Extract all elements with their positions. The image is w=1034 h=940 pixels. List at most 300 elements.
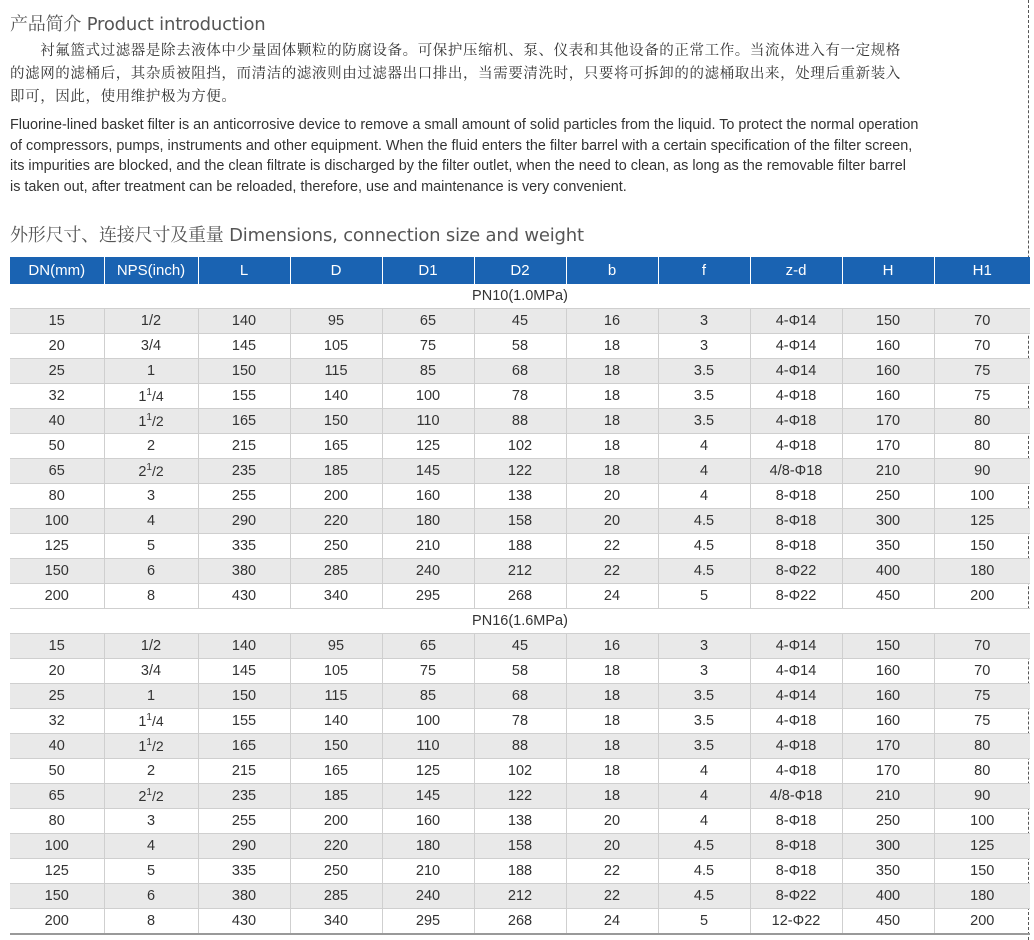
- nps-whole: 8: [146, 913, 156, 929]
- table-row: [10, 334, 1030, 359]
- header-d: D: [290, 257, 382, 284]
- dimensions-table: [10, 257, 1030, 935]
- cell-l: 150: [198, 684, 290, 709]
- nps-fraction-denominator: /2: [151, 413, 164, 429]
- table-row: [10, 859, 1030, 884]
- cell-dn: 125: [10, 534, 104, 559]
- cell-h1: 70: [934, 634, 1030, 659]
- cell-nps: [104, 459, 198, 484]
- cell-h: 160: [842, 384, 934, 409]
- cell-b: 24: [566, 584, 658, 609]
- cell-d: 115: [290, 684, 382, 709]
- cell-nps: [104, 334, 198, 359]
- cell-b: 18: [566, 709, 658, 734]
- cell-d: 165: [290, 434, 382, 459]
- cell-dn: 20: [10, 659, 104, 684]
- cell-l: 235: [198, 784, 290, 809]
- cell-l: 140: [198, 634, 290, 659]
- table-row: [10, 584, 1030, 609]
- cell-zd: 4/8-Φ18: [750, 459, 842, 484]
- intro-en-line: of compressors, pumps, instruments and other equipment. When the fluid enters the filter barrel with a certain specification of the filter screen,: [10, 137, 913, 154]
- cell-d1: 100: [382, 384, 474, 409]
- cell-f: 3: [658, 659, 750, 684]
- cell-zd: 4-Φ18: [750, 734, 842, 759]
- table-row: [10, 484, 1030, 509]
- cell-d1: 85: [382, 684, 474, 709]
- table-row: [10, 534, 1030, 559]
- cell-d2: 158: [474, 509, 566, 534]
- cell-l: 290: [198, 509, 290, 534]
- cell-d1: 65: [382, 309, 474, 334]
- table-header-row: [10, 257, 1030, 284]
- table-row: [10, 359, 1030, 384]
- cell-h: 350: [842, 859, 934, 884]
- table-row: [10, 659, 1030, 684]
- cell-h: 160: [842, 659, 934, 684]
- cell-h1: 80: [934, 409, 1030, 434]
- cell-f: 4.5: [658, 859, 750, 884]
- table-row: [10, 434, 1030, 459]
- cell-l: 255: [198, 484, 290, 509]
- cell-f: 4.5: [658, 559, 750, 584]
- table-row: [10, 384, 1030, 409]
- cell-b: 18: [566, 359, 658, 384]
- cell-f: 5: [658, 909, 750, 935]
- cell-h1: 150: [934, 859, 1030, 884]
- cell-h1: 200: [934, 584, 1030, 609]
- table-row: [10, 834, 1030, 859]
- cell-d2: 45: [474, 309, 566, 334]
- cell-d1: 85: [382, 359, 474, 384]
- cell-d: 285: [290, 884, 382, 909]
- cell-f: 4: [658, 434, 750, 459]
- cell-d1: 145: [382, 784, 474, 809]
- cell-h1: 100: [934, 809, 1030, 834]
- nps-fraction-numerator: 1: [146, 412, 152, 423]
- nps-whole: 1: [138, 389, 147, 405]
- cell-f: 4: [658, 759, 750, 784]
- cell-h: 160: [842, 359, 934, 384]
- nps-fraction-denominator: /2: [151, 738, 164, 754]
- table-row: [10, 909, 1030, 935]
- cell-nps: [104, 559, 198, 584]
- cell-b: 22: [566, 884, 658, 909]
- cell-f: 4.5: [658, 834, 750, 859]
- cell-b: 18: [566, 734, 658, 759]
- cell-b: 18: [566, 384, 658, 409]
- cell-f: 3.5: [658, 734, 750, 759]
- cell-h1: 80: [934, 734, 1030, 759]
- cell-d: 140: [290, 709, 382, 734]
- cell-zd: 4-Φ14: [750, 634, 842, 659]
- cell-zd: 8-Φ22: [750, 559, 842, 584]
- cell-l: 335: [198, 859, 290, 884]
- nps-fraction-denominator: /2: [151, 463, 164, 479]
- cell-d2: 58: [474, 659, 566, 684]
- cell-d1: 110: [382, 409, 474, 434]
- cell-h1: 100: [934, 484, 1030, 509]
- cell-l: 215: [198, 434, 290, 459]
- cell-l: 165: [198, 409, 290, 434]
- cell-dn: 100: [10, 509, 104, 534]
- cell-zd: 4-Φ18: [750, 434, 842, 459]
- nps-whole: 1: [146, 688, 156, 704]
- pressure-section-row: [10, 284, 1030, 309]
- cell-d1: 240: [382, 884, 474, 909]
- cell-zd: 4-Φ14: [750, 684, 842, 709]
- cell-nps: [104, 484, 198, 509]
- cell-d1: 145: [382, 459, 474, 484]
- cell-d2: 88: [474, 734, 566, 759]
- pressure-section-row: [10, 609, 1030, 634]
- cell-nps: [104, 384, 198, 409]
- cell-h1: 180: [934, 884, 1030, 909]
- cell-b: 20: [566, 834, 658, 859]
- nps-whole: 3: [146, 813, 156, 829]
- cell-d2: 138: [474, 809, 566, 834]
- nps-whole: 6: [146, 563, 156, 579]
- cell-h1: 200: [934, 909, 1030, 935]
- cell-d1: 180: [382, 509, 474, 534]
- cell-nps: [104, 834, 198, 859]
- table-row: [10, 459, 1030, 484]
- cell-h: 160: [842, 709, 934, 734]
- nps-whole: 2: [138, 789, 147, 805]
- cell-f: 4.5: [658, 884, 750, 909]
- cell-zd: 4-Φ18: [750, 409, 842, 434]
- cell-d2: 68: [474, 684, 566, 709]
- intro-en-paragraph: [10, 115, 1034, 197]
- cell-d: 165: [290, 759, 382, 784]
- cell-d: 340: [290, 909, 382, 935]
- cell-h: 450: [842, 584, 934, 609]
- cell-nps: [104, 684, 198, 709]
- nps-whole: 5: [146, 863, 156, 879]
- cell-dn: 200: [10, 584, 104, 609]
- cell-h: 160: [842, 684, 934, 709]
- pressure-section-label: PN10(1.0MPa): [10, 284, 1030, 309]
- cell-h: 210: [842, 784, 934, 809]
- nps-whole: 1: [138, 739, 147, 755]
- table-row: [10, 409, 1030, 434]
- cell-zd: 4/8-Φ18: [750, 784, 842, 809]
- intro-zh-line: 即可，因此，使用维护极为方便。: [10, 89, 237, 105]
- nps-fraction-numerator: 1: [146, 387, 152, 398]
- nps-fraction-numerator: 1: [146, 712, 152, 723]
- cell-b: 22: [566, 559, 658, 584]
- cell-f: 4: [658, 809, 750, 834]
- table-row: [10, 809, 1030, 834]
- cell-f: 3: [658, 634, 750, 659]
- cell-d2: 58: [474, 334, 566, 359]
- cell-d: 220: [290, 509, 382, 534]
- cell-f: 5: [658, 584, 750, 609]
- cell-b: 18: [566, 684, 658, 709]
- cell-f: 3: [658, 334, 750, 359]
- cell-b: 18: [566, 334, 658, 359]
- cell-d2: 212: [474, 884, 566, 909]
- cell-h1: 90: [934, 459, 1030, 484]
- cell-dn: 40: [10, 409, 104, 434]
- cell-dn: 20: [10, 334, 104, 359]
- cell-dn: 150: [10, 559, 104, 584]
- cell-nps: [104, 634, 198, 659]
- cell-nps: [104, 709, 198, 734]
- cell-d2: 138: [474, 484, 566, 509]
- cell-d: 220: [290, 834, 382, 859]
- cell-h1: 75: [934, 384, 1030, 409]
- cell-d2: 88: [474, 409, 566, 434]
- cell-dn: 15: [10, 309, 104, 334]
- header-dn: DN(mm): [10, 257, 104, 284]
- cell-d2: 212: [474, 559, 566, 584]
- cell-h: 450: [842, 909, 934, 935]
- cell-b: 18: [566, 434, 658, 459]
- cell-dn: 25: [10, 359, 104, 384]
- cell-nps: [104, 359, 198, 384]
- cell-nps: [104, 409, 198, 434]
- cell-dn: 15: [10, 634, 104, 659]
- cell-d2: 122: [474, 784, 566, 809]
- cell-h1: 80: [934, 434, 1030, 459]
- cell-h: 170: [842, 409, 934, 434]
- cell-dn: 50: [10, 759, 104, 784]
- nps-fraction-numerator: 1: [146, 737, 152, 748]
- cell-b: 16: [566, 309, 658, 334]
- header-f: f: [658, 257, 750, 284]
- cell-dn: 100: [10, 834, 104, 859]
- cell-l: 380: [198, 559, 290, 584]
- cell-h: 170: [842, 734, 934, 759]
- intro-en-line: Fluorine-lined basket filter is an anticorrosive device to remove a small amount of solid particles from the liquid. To protect the normal operation: [10, 117, 919, 133]
- nps-whole: 3: [146, 488, 156, 504]
- cell-d: 200: [290, 484, 382, 509]
- cell-zd: 4-Φ18: [750, 384, 842, 409]
- cell-b: 18: [566, 459, 658, 484]
- cell-h1: 75: [934, 709, 1030, 734]
- cell-d: 105: [290, 334, 382, 359]
- intro-zh-paragraph: [10, 40, 1034, 109]
- table-row: [10, 709, 1030, 734]
- nps-whole: 1: [138, 714, 147, 730]
- cell-zd: 8-Φ18: [750, 834, 842, 859]
- cell-zd: 8-Φ18: [750, 534, 842, 559]
- cell-f: 4: [658, 484, 750, 509]
- header-d2: D2: [474, 257, 566, 284]
- nps-whole: 5: [146, 538, 156, 554]
- cell-d1: 125: [382, 759, 474, 784]
- cell-h: 400: [842, 884, 934, 909]
- table-row: [10, 734, 1030, 759]
- cell-h1: 150: [934, 534, 1030, 559]
- table-row: [10, 759, 1030, 784]
- cell-d1: 160: [382, 809, 474, 834]
- cell-f: 3.5: [658, 709, 750, 734]
- cell-l: 145: [198, 659, 290, 684]
- cell-b: 16: [566, 634, 658, 659]
- cell-h: 170: [842, 759, 934, 784]
- cell-b: 18: [566, 759, 658, 784]
- cell-d: 150: [290, 734, 382, 759]
- cell-d: 250: [290, 534, 382, 559]
- nps-fraction: 1/2: [140, 313, 162, 329]
- cell-h1: 125: [934, 834, 1030, 859]
- cell-h: 300: [842, 834, 934, 859]
- cell-d2: 188: [474, 534, 566, 559]
- cell-d: 340: [290, 584, 382, 609]
- cell-h: 160: [842, 334, 934, 359]
- cell-d: 150: [290, 409, 382, 434]
- cell-h: 150: [842, 309, 934, 334]
- cell-nps: [104, 884, 198, 909]
- cell-h1: 80: [934, 759, 1030, 784]
- cell-b: 18: [566, 784, 658, 809]
- nps-whole: 1: [146, 363, 156, 379]
- cell-zd: 4-Φ14: [750, 309, 842, 334]
- cell-dn: 65: [10, 459, 104, 484]
- intro-zh-line: 衬氟篮式过滤器是除去液体中少量固体颗粒的防腐设备。可保护压缩机、泵、仪表和其他设备的正常工作。当流体进入有一定规格: [10, 43, 901, 59]
- cell-l: 145: [198, 334, 290, 359]
- cell-d: 200: [290, 809, 382, 834]
- header-nps: NPS(inch): [104, 257, 198, 284]
- cell-b: 20: [566, 484, 658, 509]
- cell-h1: 180: [934, 559, 1030, 584]
- table-row: [10, 634, 1030, 659]
- cell-zd: 4-Φ14: [750, 334, 842, 359]
- cell-l: 430: [198, 909, 290, 935]
- cell-f: 4: [658, 784, 750, 809]
- nps-whole: 4: [146, 513, 156, 529]
- cell-b: 22: [566, 534, 658, 559]
- cell-dn: 80: [10, 809, 104, 834]
- cell-nps: [104, 809, 198, 834]
- cell-b: 20: [566, 509, 658, 534]
- cell-dn: 50: [10, 434, 104, 459]
- nps-whole: 2: [146, 438, 156, 454]
- cell-zd: 4-Φ14: [750, 659, 842, 684]
- pressure-section-label: PN16(1.6MPa): [10, 609, 1030, 634]
- cell-d1: 125: [382, 434, 474, 459]
- cell-nps: [104, 759, 198, 784]
- cell-zd: 4-Φ14: [750, 359, 842, 384]
- cell-nps: [104, 659, 198, 684]
- cell-dn: 40: [10, 734, 104, 759]
- intro-zh-line: 的滤网的滤桶后，其杂质被阻挡，而清洁的滤液则由过滤器出口排出，当需要清洗时，只要将可拆卸的的滤桶取出来，处理后重新装入: [10, 66, 901, 82]
- header-d1: D1: [382, 257, 474, 284]
- header-h1: H1: [934, 257, 1030, 284]
- cell-d1: 75: [382, 334, 474, 359]
- cell-dn: 125: [10, 859, 104, 884]
- nps-fraction-denominator: /4: [151, 713, 164, 729]
- cell-l: 150: [198, 359, 290, 384]
- header-zd: z-d: [750, 257, 842, 284]
- nps-fraction-numerator: 1: [146, 787, 152, 798]
- cell-d1: 210: [382, 534, 474, 559]
- cell-d: 95: [290, 634, 382, 659]
- cell-h: 210: [842, 459, 934, 484]
- cell-nps: [104, 534, 198, 559]
- table-row: [10, 884, 1030, 909]
- cell-b: 18: [566, 409, 658, 434]
- cell-d1: 160: [382, 484, 474, 509]
- cell-d2: 188: [474, 859, 566, 884]
- cell-d2: 268: [474, 584, 566, 609]
- cell-nps: [104, 509, 198, 534]
- cell-f: 4.5: [658, 534, 750, 559]
- cell-zd: 8-Φ22: [750, 884, 842, 909]
- nps-whole: 4: [146, 838, 156, 854]
- cell-h1: 125: [934, 509, 1030, 534]
- cell-f: 4.5: [658, 509, 750, 534]
- cell-d: 185: [290, 459, 382, 484]
- cell-b: 18: [566, 659, 658, 684]
- intro-title: 产品简介 Product introduction: [10, 14, 266, 35]
- cell-h1: 70: [934, 334, 1030, 359]
- cell-dn: 80: [10, 484, 104, 509]
- header-h: H: [842, 257, 934, 284]
- nps-whole: 8: [146, 588, 156, 604]
- cell-l: 215: [198, 759, 290, 784]
- cell-h1: 90: [934, 784, 1030, 809]
- nps-fraction-denominator: /4: [151, 388, 164, 404]
- cell-nps: [104, 584, 198, 609]
- cell-f: 3.5: [658, 684, 750, 709]
- cell-zd: 8-Φ18: [750, 859, 842, 884]
- nps-fraction: 3/4: [140, 338, 162, 354]
- cell-dn: 65: [10, 784, 104, 809]
- cell-d2: 78: [474, 384, 566, 409]
- cell-zd: 12-Φ22: [750, 909, 842, 935]
- cell-d1: 65: [382, 634, 474, 659]
- cell-zd: 8-Φ18: [750, 484, 842, 509]
- cell-d1: 100: [382, 709, 474, 734]
- cell-d1: 295: [382, 909, 474, 935]
- cell-d2: 158: [474, 834, 566, 859]
- cell-nps: [104, 434, 198, 459]
- cell-f: 3: [658, 309, 750, 334]
- cell-l: 235: [198, 459, 290, 484]
- cell-h1: 75: [934, 684, 1030, 709]
- cell-h1: 70: [934, 309, 1030, 334]
- cell-dn: 32: [10, 384, 104, 409]
- cell-l: 380: [198, 884, 290, 909]
- nps-whole: 1: [138, 414, 147, 430]
- cell-zd: 8-Φ18: [750, 809, 842, 834]
- cell-d1: 210: [382, 859, 474, 884]
- cell-h1: 75: [934, 359, 1030, 384]
- table-row: [10, 509, 1030, 534]
- cell-zd: 8-Φ22: [750, 584, 842, 609]
- cell-l: 290: [198, 834, 290, 859]
- nps-whole: 2: [138, 464, 147, 480]
- cell-d2: 102: [474, 759, 566, 784]
- cell-zd: 8-Φ18: [750, 509, 842, 534]
- cell-d2: 45: [474, 634, 566, 659]
- cell-b: 20: [566, 809, 658, 834]
- nps-fraction: 3/4: [140, 663, 162, 679]
- cell-d2: 122: [474, 459, 566, 484]
- dimensions-title: 外形尺寸、连接尺寸及重量 Dimensions, connection size and weight: [10, 225, 584, 246]
- cell-dn: 200: [10, 909, 104, 935]
- cell-d: 140: [290, 384, 382, 409]
- nps-whole: 6: [146, 888, 156, 904]
- cell-f: 3.5: [658, 409, 750, 434]
- cell-d1: 240: [382, 559, 474, 584]
- cell-h1: 70: [934, 659, 1030, 684]
- cell-zd: 4-Φ18: [750, 759, 842, 784]
- table-body: [10, 284, 1030, 934]
- cell-l: 155: [198, 384, 290, 409]
